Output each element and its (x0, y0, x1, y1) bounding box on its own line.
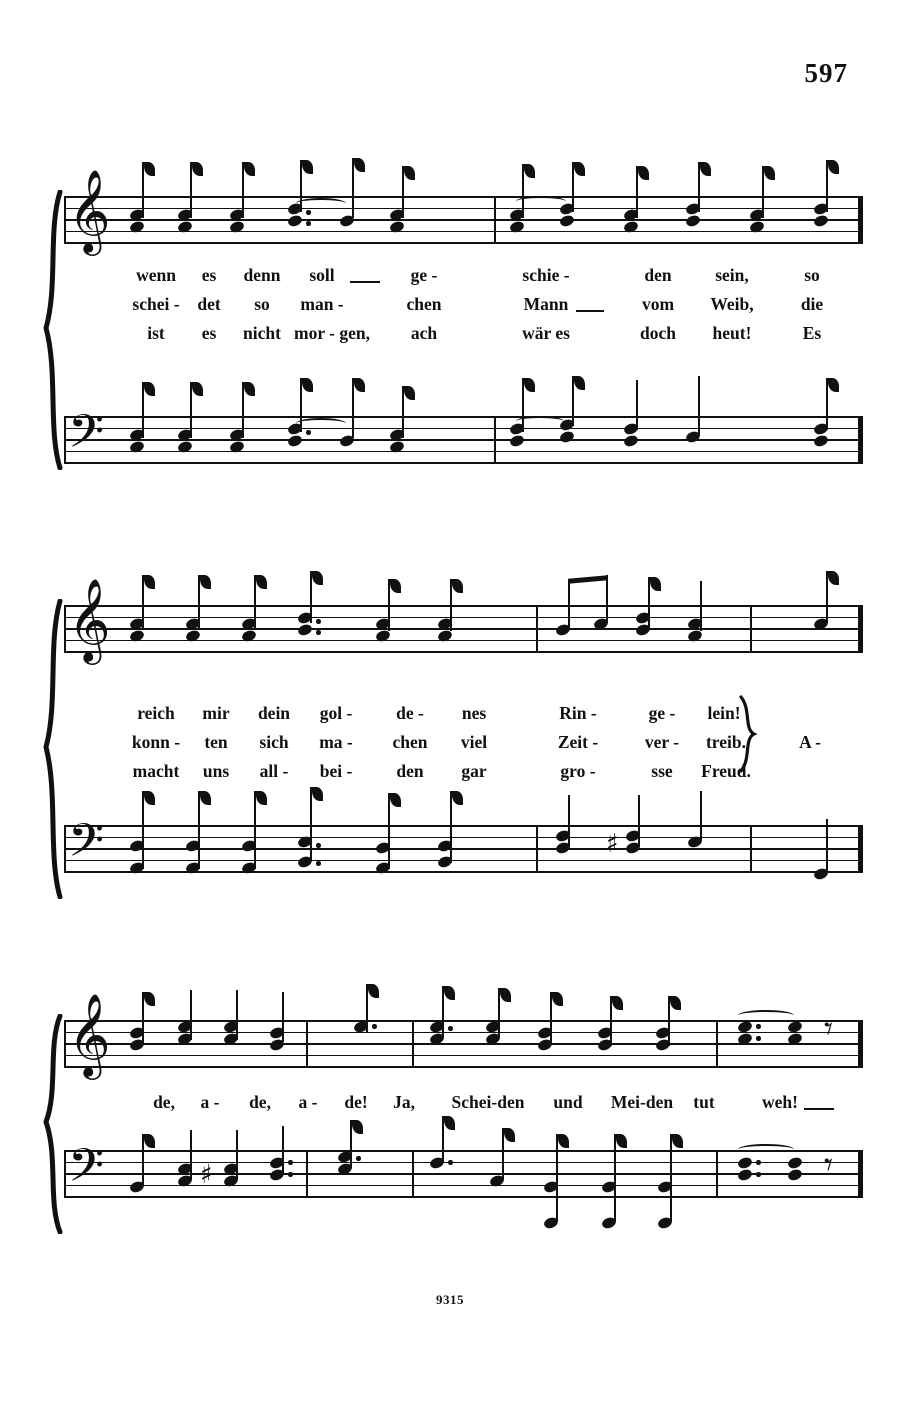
lyric-syllable: de, (249, 1092, 271, 1112)
lyric-syllable: Es (802, 323, 822, 343)
lyric-syllable: schie - (522, 265, 570, 285)
final-barline (858, 196, 863, 244)
lyric-syllable: so (804, 265, 820, 285)
barline (64, 605, 66, 653)
lyric-syllable: den (396, 761, 424, 781)
lyric-syllable: Ja, (393, 1092, 415, 1112)
barline (494, 416, 496, 464)
tie (738, 1144, 794, 1155)
lyric-syllable: Rin - (559, 703, 597, 723)
lyric-syllable: bei - (319, 761, 353, 781)
lyric-syllable: de - (396, 703, 424, 723)
lyric-syllable: wär es (522, 323, 570, 343)
lyric-syllable: mir (202, 703, 230, 723)
lyric-syllable: es (201, 323, 217, 343)
barline (716, 1020, 718, 1068)
lyric-syllable: denn (243, 265, 281, 285)
lyric-syllable: sein, (715, 265, 749, 285)
lyric-syllable: A - (799, 732, 821, 752)
lyric-syllable: chen (406, 294, 442, 314)
treble-clef-icon: 𝄞 (68, 577, 111, 661)
lyric-syllable: soll (309, 265, 335, 285)
lyrics-verse-1 (64, 1092, 863, 1114)
lyric-syllable: ver - (644, 732, 680, 752)
lyric-syllable: de! (344, 1092, 368, 1112)
lyric-syllable: tut (693, 1092, 715, 1112)
lyrics-verse-1 (64, 265, 863, 287)
barline (64, 196, 66, 244)
lyric-syllable: reich (137, 703, 175, 723)
lyric-syllable: vom (641, 294, 675, 314)
barline (64, 1020, 66, 1068)
lyric-syllable: uns (202, 761, 230, 781)
barline (64, 825, 66, 873)
barline (306, 1150, 308, 1198)
final-barline (858, 416, 863, 464)
lyric-syllable: und (553, 1092, 583, 1112)
barline (494, 196, 496, 244)
bass-clef-icon: 𝄢 (68, 814, 105, 879)
lyric-syllable: det (197, 294, 221, 314)
barline (412, 1150, 414, 1198)
lyric-syllable: dein (257, 703, 291, 723)
lyric-syllable: nicht (243, 323, 281, 343)
bass-clef-icon: 𝄢 (68, 405, 105, 470)
tie (516, 196, 566, 207)
lyric-syllable: macht (132, 761, 180, 781)
barline (716, 1150, 718, 1198)
lyric-syllable: ist (147, 323, 165, 343)
tie (296, 418, 346, 429)
plate-number: 9315 (436, 1292, 464, 1307)
barline (64, 416, 66, 464)
sharp-accidental-icon: ♯ (606, 829, 619, 859)
barline (536, 605, 538, 653)
lyric-syllable: heut! (712, 323, 752, 343)
lyric-syllable: weh! (762, 1092, 798, 1112)
lyric-syllable: schei - (132, 294, 180, 314)
lyric-syllable: so (254, 294, 270, 314)
bass-staff-2 (64, 825, 863, 873)
tie (516, 416, 564, 427)
system-brace (42, 190, 64, 470)
lyric-extender (804, 1108, 834, 1110)
lyric-syllable: viel (460, 732, 488, 752)
lyric-syllable: ge - (410, 265, 438, 285)
lyric-syllable: doch (640, 323, 676, 343)
treble-clef-icon: 𝄞 (68, 168, 111, 252)
final-barline (858, 825, 863, 873)
lyric-syllable: gro - (560, 761, 596, 781)
barline (750, 825, 752, 873)
barline (750, 605, 752, 653)
lyric-syllable: wenn (136, 265, 176, 285)
treble-staff-2 (64, 605, 863, 653)
system-brace (42, 599, 64, 899)
lyric-syllable: man - (300, 294, 344, 314)
lyric-syllable: chen (392, 732, 428, 752)
tie (738, 1010, 794, 1021)
eighth-rest-icon: 𝄾 (824, 1009, 834, 1049)
lyric-syllable: den (644, 265, 672, 285)
barline (412, 1020, 414, 1068)
lyric-syllable: ma - (319, 732, 353, 752)
lyric-syllable: lein! (707, 703, 741, 723)
system-brace (42, 1014, 64, 1234)
lyric-syllable: gol - (319, 703, 353, 723)
lyrics-trailing (64, 732, 863, 754)
lyric-syllable: Mei-den (610, 1092, 674, 1112)
lyric-syllable: nes (461, 703, 487, 723)
page-number: 597 (804, 58, 848, 88)
lyric-syllable: a - (298, 1092, 318, 1112)
lyric-syllable: gar (461, 761, 487, 781)
lyric-syllable: a - (200, 1092, 220, 1112)
lyric-syllable: es (201, 265, 217, 285)
barline (64, 1150, 66, 1198)
lyric-extender (576, 310, 604, 312)
lyric-syllable: all - (259, 761, 289, 781)
lyric-syllable: sse (651, 761, 673, 781)
lyric-syllable: sich (259, 732, 289, 752)
lyrics-verse-2 (64, 294, 863, 316)
final-barline (858, 1150, 863, 1198)
eighth-rest-icon: 𝄾 (824, 1145, 834, 1185)
lyric-syllable: Freud. (701, 761, 751, 781)
barline (306, 1020, 308, 1068)
lyric-syllable: konn - (131, 732, 181, 752)
lyric-syllable: mor - gen, (294, 323, 370, 343)
bass-clef-icon: 𝄢 (68, 1139, 105, 1204)
treble-clef-icon: 𝄞 (68, 992, 111, 1076)
lyric-syllable: ge - (648, 703, 676, 723)
lyric-syllable: ach (410, 323, 438, 343)
lyrics-verse-3 (64, 323, 863, 345)
lyric-syllable: treib. (705, 732, 747, 752)
sharp-accidental-icon: ♯ (200, 1160, 213, 1190)
lyric-extender (350, 281, 380, 283)
final-barline (858, 605, 863, 653)
lyric-syllable: ten (204, 732, 228, 752)
lyric-syllable: Weib, (710, 294, 754, 314)
lyric-syllable: Schei-den (451, 1092, 525, 1112)
lyric-syllable: Mann (523, 294, 569, 314)
tie (296, 198, 346, 209)
final-barline (858, 1020, 863, 1068)
lyric-syllable: de, (153, 1092, 175, 1112)
barline (536, 825, 538, 873)
lyric-syllable: Zeit - (557, 732, 599, 752)
lyric-syllable: die (800, 294, 824, 314)
